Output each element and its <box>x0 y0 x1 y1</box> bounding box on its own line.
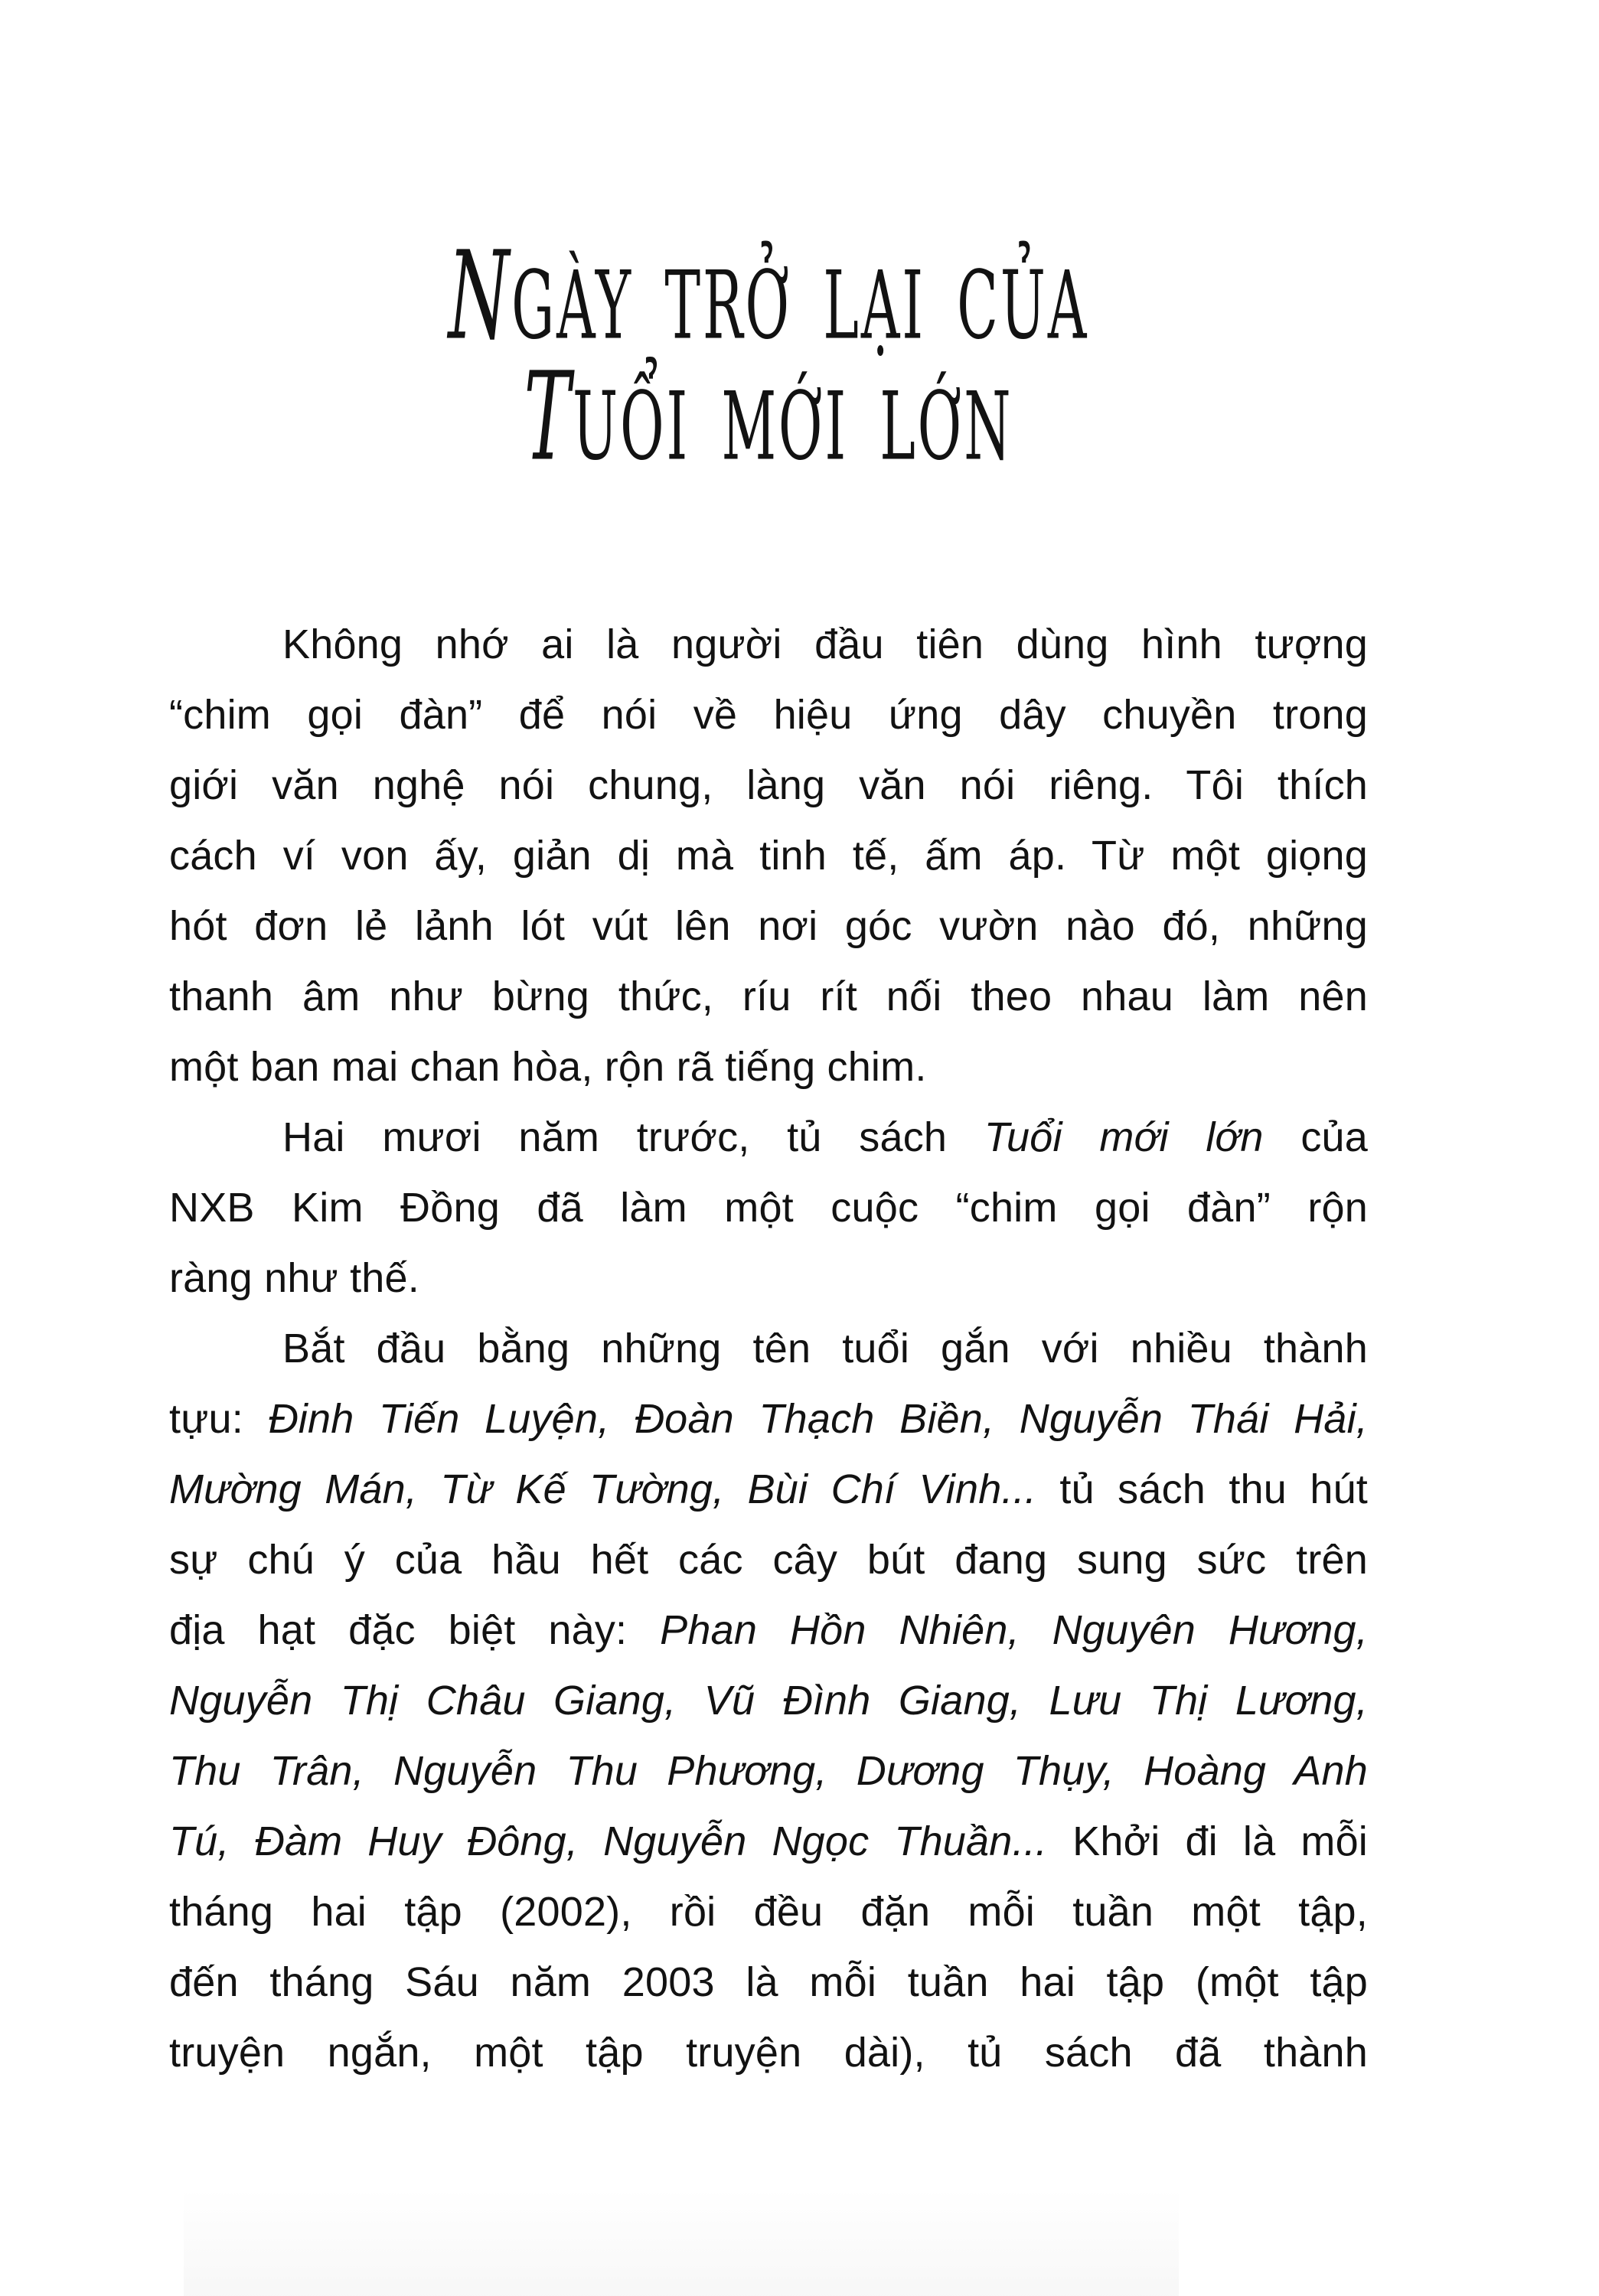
italic-text-segment: Thu Trân, Nguyễn Thu Phương, Dương Thụy, Hoàng Anh <box>169 1748 1368 1794</box>
text-line <box>169 1384 1368 1454</box>
text-segment: tủ sách thu hút <box>1036 1466 1368 1512</box>
text-line <box>169 1172 1368 1243</box>
chapter-title <box>169 227 1368 488</box>
text-line <box>169 609 1368 680</box>
scan-shade <box>184 2189 1179 2296</box>
chapter-title-line-1: NGÀY TRỞ LẠI CỦA <box>448 227 1089 367</box>
text-segment: một ban mai chan hòa, rộn rã tiếng chim. <box>169 1044 927 1090</box>
text-line <box>169 1313 1368 1384</box>
text-segment: Hai mươi năm trước, tủ sách <box>282 1114 984 1160</box>
text-line <box>169 1454 1368 1525</box>
text-segment: truyện ngắn, một tập truyện dài), tủ sách đã thành <box>169 2030 1368 2076</box>
text-segment: NXB Kim Đồng đã làm một cuộc “chim gọi đàn” rộn <box>169 1185 1368 1231</box>
text-segment: đến tháng Sáu năm 2003 là mỗi tuần hai tập (một tập <box>169 1959 1368 2005</box>
text-segment: Khởi đi là mỗi <box>1047 1818 1368 1864</box>
text-segment: hót đơn lẻ lảnh lót vút lên nơi góc vườn nào đó, những <box>169 903 1368 949</box>
chapter-title-line-2: TUỔI MỚI LỚN <box>524 347 1013 488</box>
italic-text-segment: Tú, Đàm Huy Đông, Nguyễn Ngọc Thuần... <box>169 1818 1048 1864</box>
italic-text-segment: Đinh Tiến Luyện, Đoàn Thạch Biền, Nguyễn Thái Hải, <box>268 1396 1368 1442</box>
text-segment: giới văn nghệ nói chung, làng văn nói riêng. Tôi thích <box>169 762 1368 808</box>
text-line <box>169 1525 1368 1595</box>
text-line <box>169 680 1368 750</box>
italic-text-segment: Phan Hồn Nhiên, Nguyên Hương, <box>660 1607 1368 1653</box>
italic-text-segment: Mường Mán, Từ Kế Tường, Bùi Chí Vinh... <box>169 1466 1037 1512</box>
text-line <box>169 1947 1368 2017</box>
text-line <box>169 1102 1368 1172</box>
italic-text-segment: Nguyễn Thị Châu Giang, Vũ Đình Giang, Lưu Thị Lương, <box>169 1678 1368 1724</box>
text-line <box>169 1595 1368 1665</box>
text-line <box>169 1806 1368 1877</box>
text-line <box>169 1243 1368 1313</box>
text-line <box>169 1665 1368 1736</box>
text-line <box>169 891 1368 961</box>
text-segment: thanh âm như bừng thức, ríu rít nối theo nhau làm nên <box>169 974 1368 1019</box>
text-segment: Bắt đầu bằng những tên tuổi gắn với nhiều thành <box>282 1326 1368 1371</box>
text-line <box>169 750 1368 820</box>
text-segment: Không nhớ ai là người đầu tiên dùng hình tượng <box>282 621 1368 667</box>
text-line <box>169 1736 1368 1806</box>
text-line <box>169 820 1368 891</box>
text-segment: tựu: <box>169 1396 269 1442</box>
text-segment: của <box>1263 1114 1368 1160</box>
text-line <box>169 1877 1368 1947</box>
italic-text-segment: Tuổi mới lớn <box>984 1114 1264 1160</box>
text-segment: tháng hai tập (2002), rồi đều đặn mỗi tuần một tập, <box>169 1889 1368 1935</box>
text-line <box>169 2017 1368 2088</box>
text-segment: cách ví von ấy, giản dị mà tinh tế, ấm áp. Từ một giọng <box>169 833 1368 879</box>
text-segment: “chim gọi đàn” để nói về hiệu ứng dây chuyền trong <box>169 692 1368 738</box>
text-segment: địa hạt đặc biệt này: <box>169 1607 661 1653</box>
text-line <box>169 1032 1368 1102</box>
text-segment: sự chú ý của hầu hết các cây bút đang sung sức trên <box>169 1537 1368 1583</box>
body-text <box>169 609 1368 2088</box>
text-segment: ràng như thế. <box>169 1255 419 1301</box>
text-line <box>169 961 1368 1032</box>
